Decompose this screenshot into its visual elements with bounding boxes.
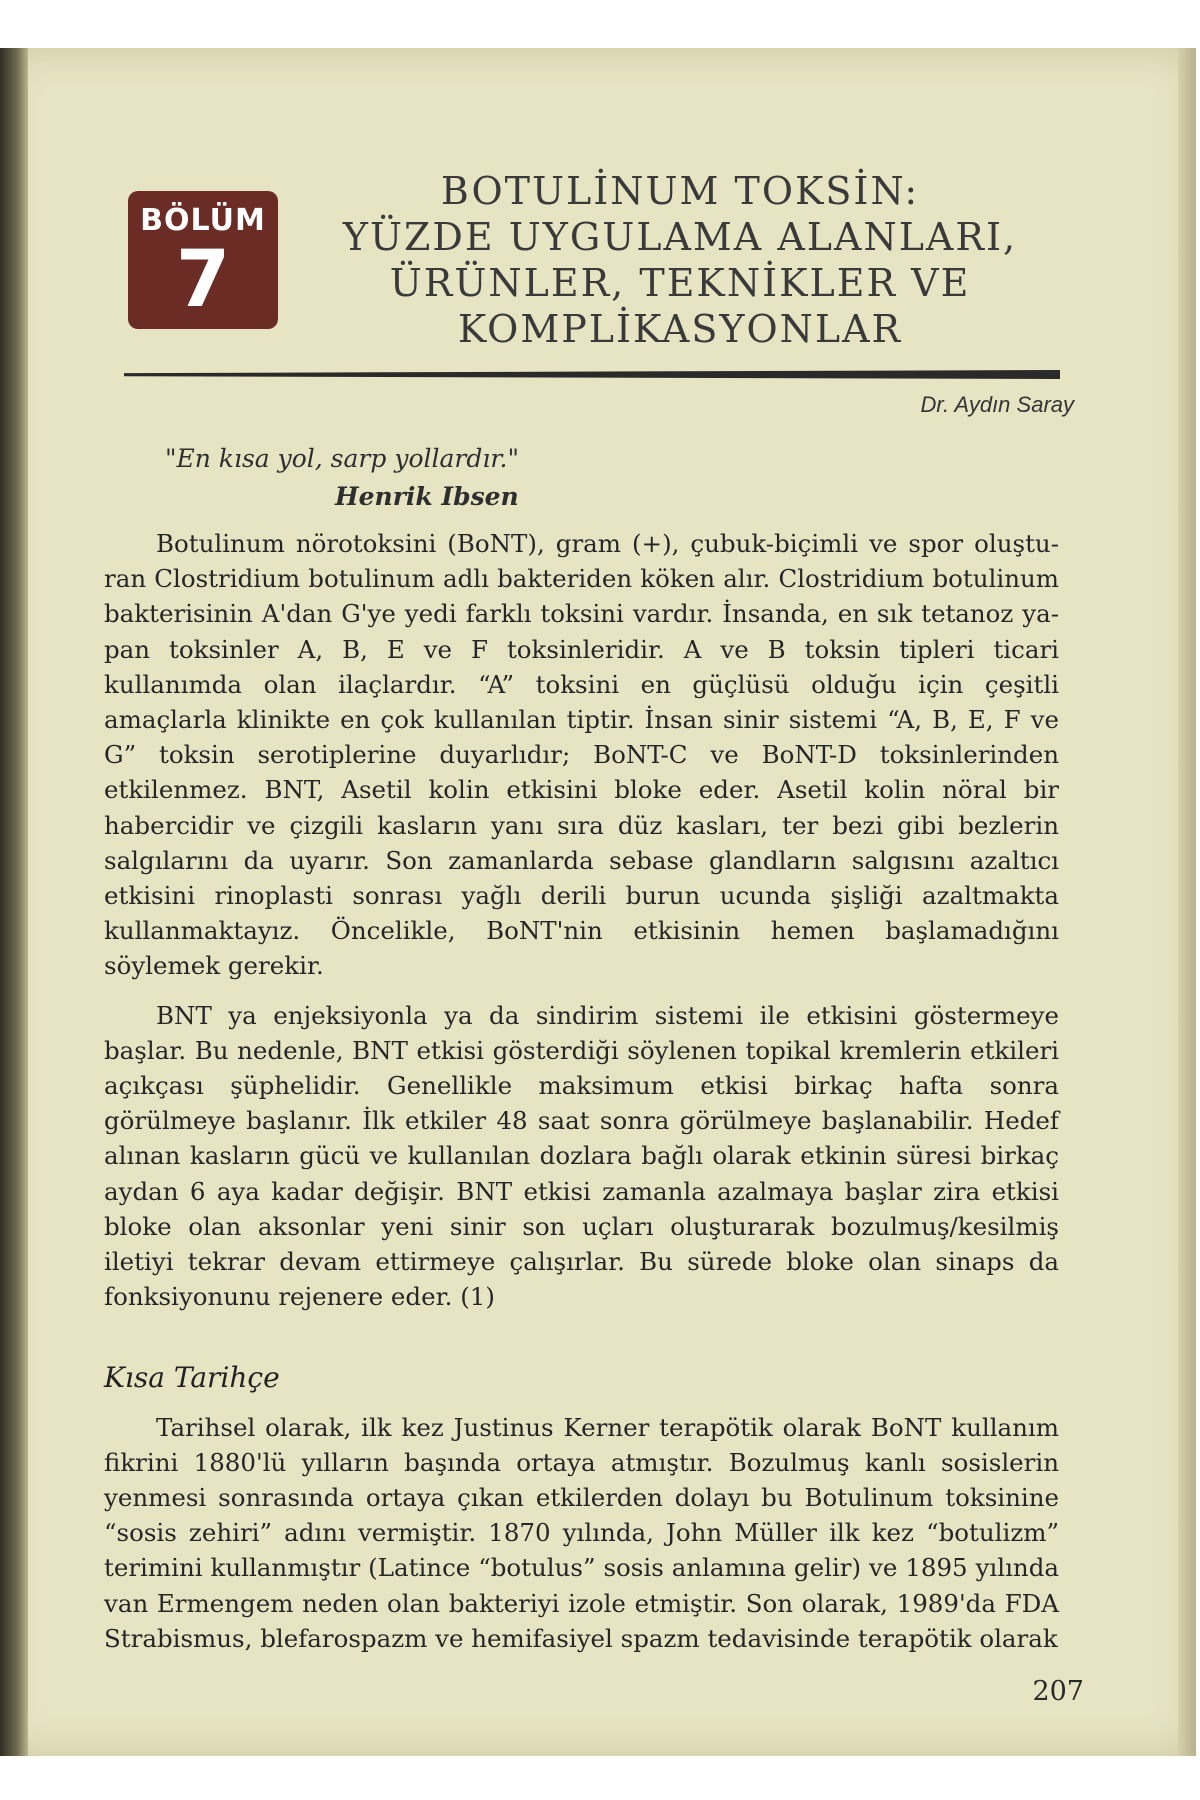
book-spine (0, 48, 28, 1756)
chapter-label: BÖLÜM (140, 203, 266, 238)
chapter-badge (128, 191, 278, 329)
title-line: ÜRÜNLER, TEKNİKLER VE (389, 261, 971, 305)
page-number: 207 (1032, 1676, 1084, 1707)
body-text (104, 526, 1059, 1670)
chapter-number: 7 (175, 235, 231, 325)
paragraph: Tarihsel olarak, ilk kez Justinus Kerner terapötik olarak BoNT kullanım fikrini 1880'lü yılların başında ortaya atmıştır. Bozulmuş kanlı sosislerin yenmesi sonrasında ortaya çıkan etkilerden dolayı bu Botulinum toksinine “sosis zehiri” adını vermiştir. 1870 yılında, John Müller ilk kez “botulizm” terimini kullanmıştır (Latince “botulus” sosis anlamına gelir) ve 1895 yılında van Ermengem neden olan bakteriyi izole etmiştir. Son olarak, 1989'da FDA Strabismus, blefarospazm ve hemifasiyel spazm tedavisinde terapötik olarak (104, 1412, 1059, 1653)
section-heading: Kısa Tarihçe (104, 1361, 280, 1395)
epigraph-author: Henrik Ibsen (335, 482, 519, 511)
author-name: Dr. Aydın Saray (920, 392, 1074, 417)
paragraph: BNT ya enjeksiyonla ya da sindirim sistemi ile etkisini göstermeye başlar. Bu nedenle, BNT etkisi gösterdiği söylenen topikal kremlerin etkileri açıkçası şüphelidir. Genellikle maksimum etkisi birkaç hafta sonra görülmeye başlanır. İlk etkiler 48 saat sonra görülmeye başlanabilir. Hedef alınan kasların gücü ve kullanılan dozlara bağlı olarak etkinin süresi birkaç aydan 6 aya kadar değişir. BNT etkisi zamanla azalmaya başlar zira etkisi bloke olan aksonlar yeni sinir son uçları oluşturarak bozulmuş/kesilmiş iletiyi tekrar devam ettirmeye çalışırlar. Bu sürede bloke olan sinaps da fonksiyonunu rejenere eder. (1) (104, 1000, 1059, 1312)
chapter-title (330, 168, 1030, 352)
title-line: YÜZDE UYGULAMA ALANLARI, (342, 215, 1018, 259)
epigraph (165, 440, 665, 516)
title-line: BOTULİNUM TOKSİN: (440, 169, 920, 213)
title-line: KOMPLİKASYONLAR (457, 307, 903, 351)
title-rule (124, 370, 1060, 379)
epigraph-text: "En kısa yol, sarp yollardır." (165, 444, 519, 473)
page-edge (1178, 48, 1196, 1756)
paragraph: Botulinum nörotoksini (BoNT), gram (+), çubuk-biçimli ve spor oluşturan Clostridium botulinum adlı bakteriden köken alır. Clostridium botulinum bakterisinin A'dan G'ye yedi farklı toksini vardır. İnsanda, en sık tetanoz yapan toksinler A, B, E ve F toksinleridir. A ve B toksin tipleri ticari kullanımda olan ilaçlardır. “A” toksini en güçlüsü olduğu için çeşitli amaçlarla klinikte en çok kullanılan tiptir. İnsan sinir sistemi “A, B, E, F ve G” toksin serotiplerine duyarlıdır; BoNT-C ve BoNT-D toksinlerinden etkilenmez. BNT, Asetil kolin etkisini bloke eder. Asetil kolin nöral bir habercidir ve çizgili kasların yanı sıra düz kasları, ter bezi gibi bezlerin salgılarını da uyarır. Son zamanlarda sebase glandların salgısını azaltıcı etkisini rinoplasti sonrası yağlı derili burun ucunda şişliği azaltmakta kullanmaktayız. Öncelikle, BoNT'nin etkisinin hemen başlamadığını söylemek gerekir. (104, 529, 1059, 981)
book-page (0, 48, 1196, 1756)
